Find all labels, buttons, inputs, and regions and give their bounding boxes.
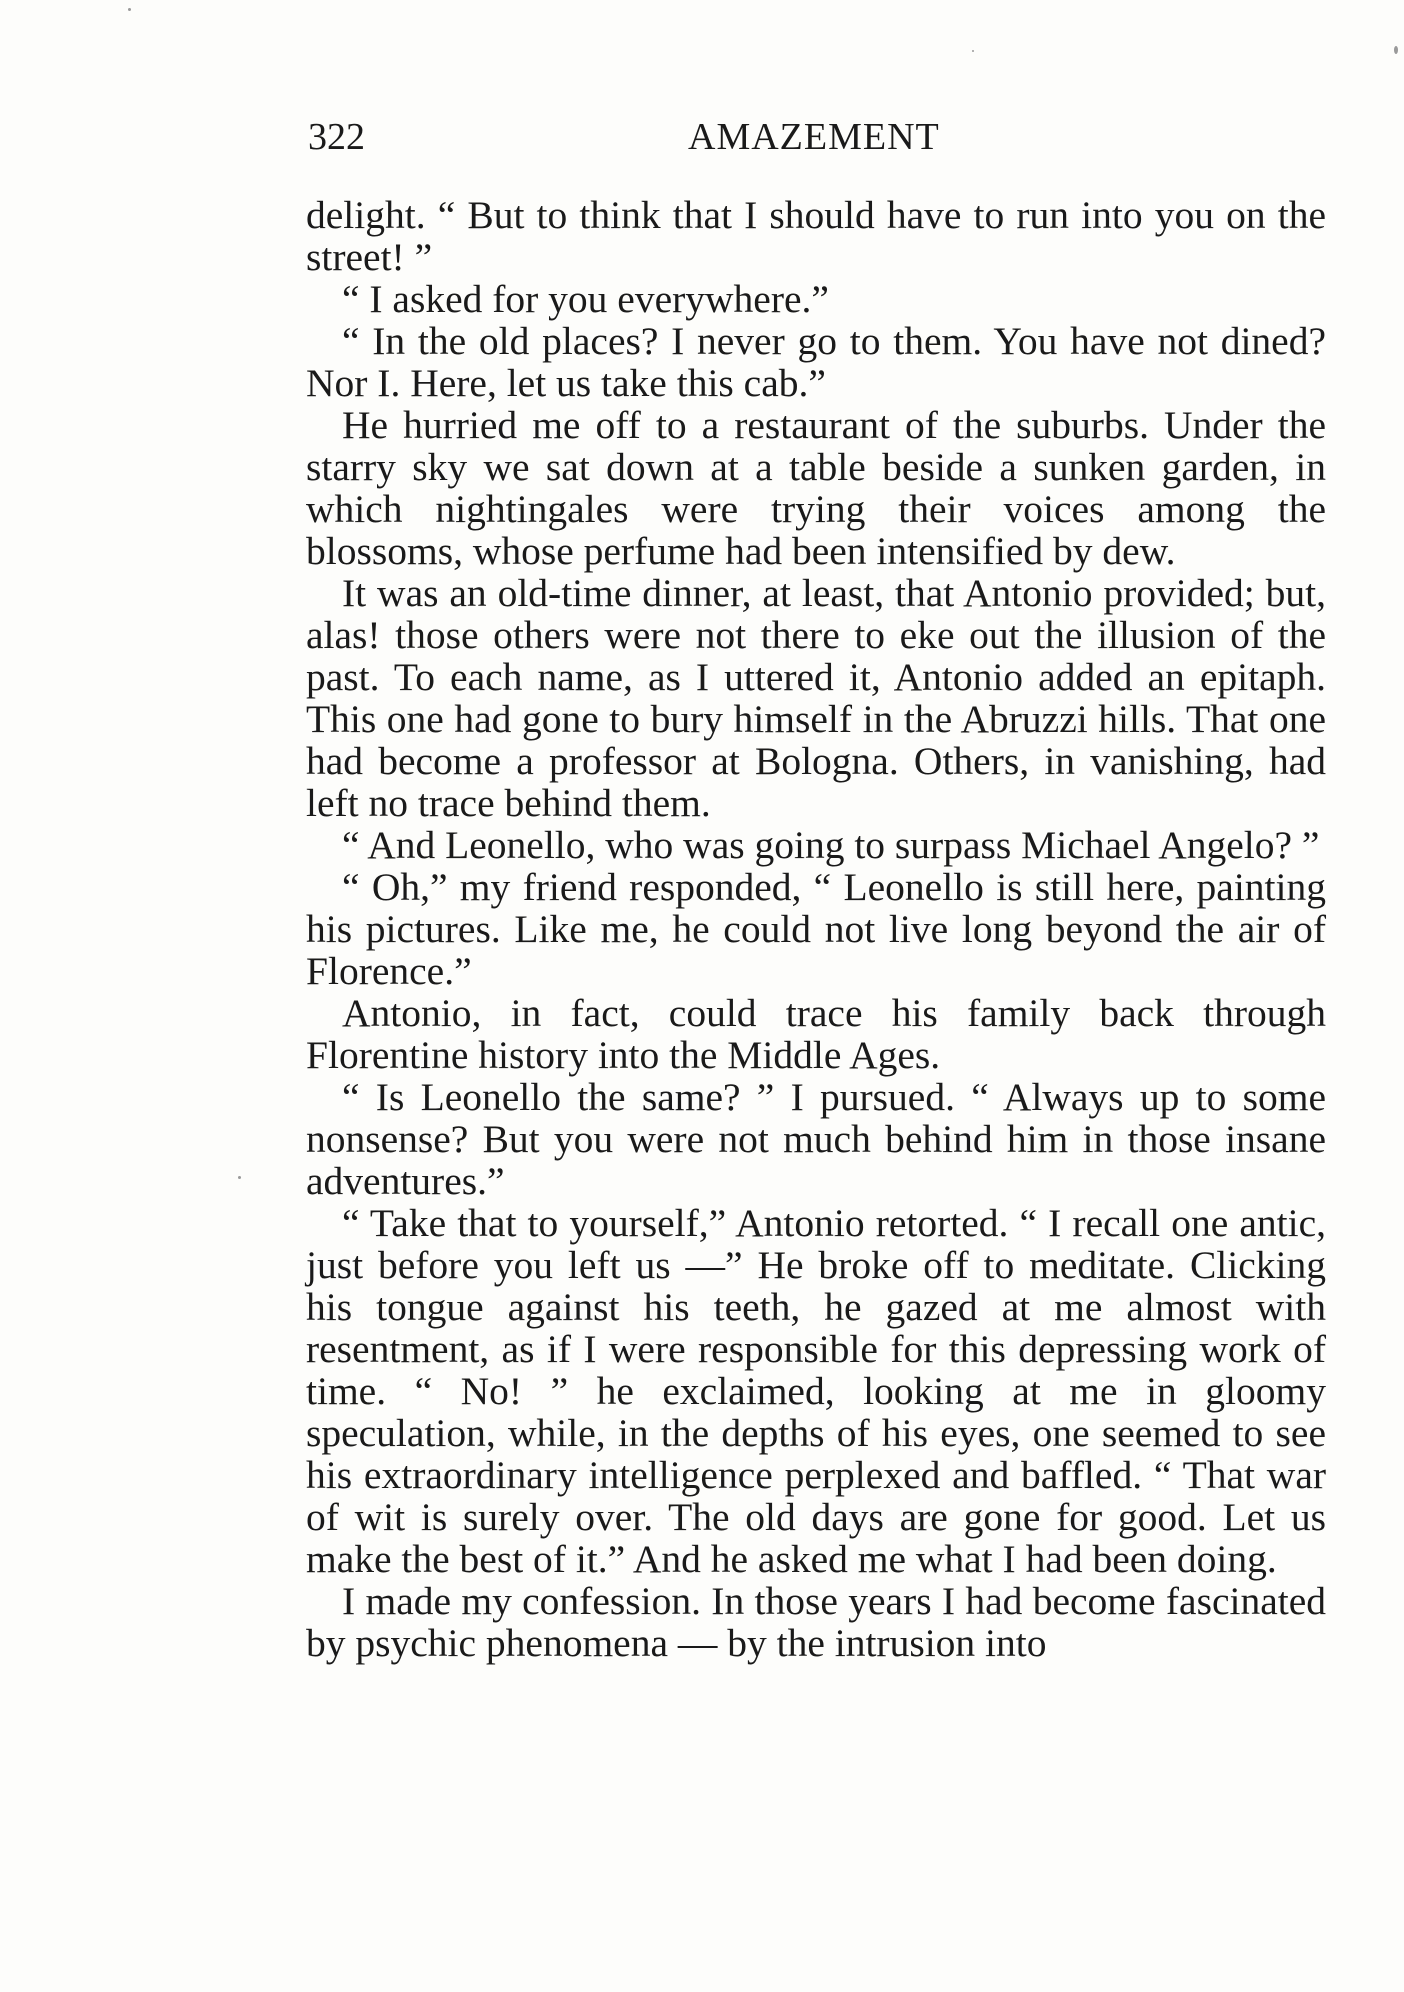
paragraph: I made my confession. In those years I had become fascinated by psychic phenomena — by the intrusion into <box>306 1579 1326 1665</box>
paragraph: delight. “ But to think that I should have to run into you on the street! ” <box>306 193 1326 279</box>
paragraph: He hurried me off to a restaurant of the suburbs. Under the starry sky we sat down at a table beside a sunken garden, in which nightingales were trying their voices among the blossoms, whose perfume had been intensified by dew. <box>306 403 1326 573</box>
paper-speck <box>1394 46 1398 54</box>
paragraph: Antonio, in fact, could trace his family back through Florentine history into the Middle Ages. <box>306 991 1326 1077</box>
page-number: 322 <box>308 116 365 158</box>
paragraph: It was an old-time dinner, at least, that Antonio provided; but, alas! those others were not there to eke out the illusion of the past. To each name, as I uttered it, Antonio added an epitaph. This one had gone to bury himself in the Abruzzi hills. That one had become a professor at Bologna. Others, in vanishing, had left no trace behind them. <box>306 571 1326 825</box>
paragraph: “ Is Leonello the same? ” I pursued. “ Always up to some nonsense? But you were not much behind him in those insane adventures.” <box>306 1075 1326 1203</box>
paragraph: “ Oh,” my friend responded, “ Leonello is still here, painting his pictures. Like me, he could not live long beyond the air of Florence.” <box>306 865 1326 993</box>
paragraph: “ I asked for you everywhere.” <box>342 277 829 321</box>
paragraph: “ And Leonello, who was going to surpass Michael Angelo? ” <box>342 823 1320 867</box>
paragraph: “ Take that to yourself,” Antonio retorted. “ I recall one antic, just before you left us —” He broke off to meditate. Clicking his tongue against his teeth, he gazed at me almost with resentment, as if I were responsible for this depressing work of time. “ No! ” he exclaimed, looking at me in gloomy speculation, while, in the depths of his eyes, one seemed to see his extraordinary intelligence perplexed and baffled. “ That war of wit is surely over. The old days are gone for good. Let us make the best of it.” And he asked me what I had been doing. <box>306 1201 1326 1581</box>
paper-speck <box>238 1176 241 1179</box>
body-text <box>306 194 1326 1664</box>
page-header <box>308 112 1328 162</box>
paper-speck <box>128 8 131 11</box>
paper-speck <box>972 50 974 52</box>
running-title: AMAZEMENT <box>688 116 940 158</box>
paragraph: “ In the old places? I never go to them. You have not dined? Nor I. Here, let us take this cab.” <box>306 319 1326 405</box>
